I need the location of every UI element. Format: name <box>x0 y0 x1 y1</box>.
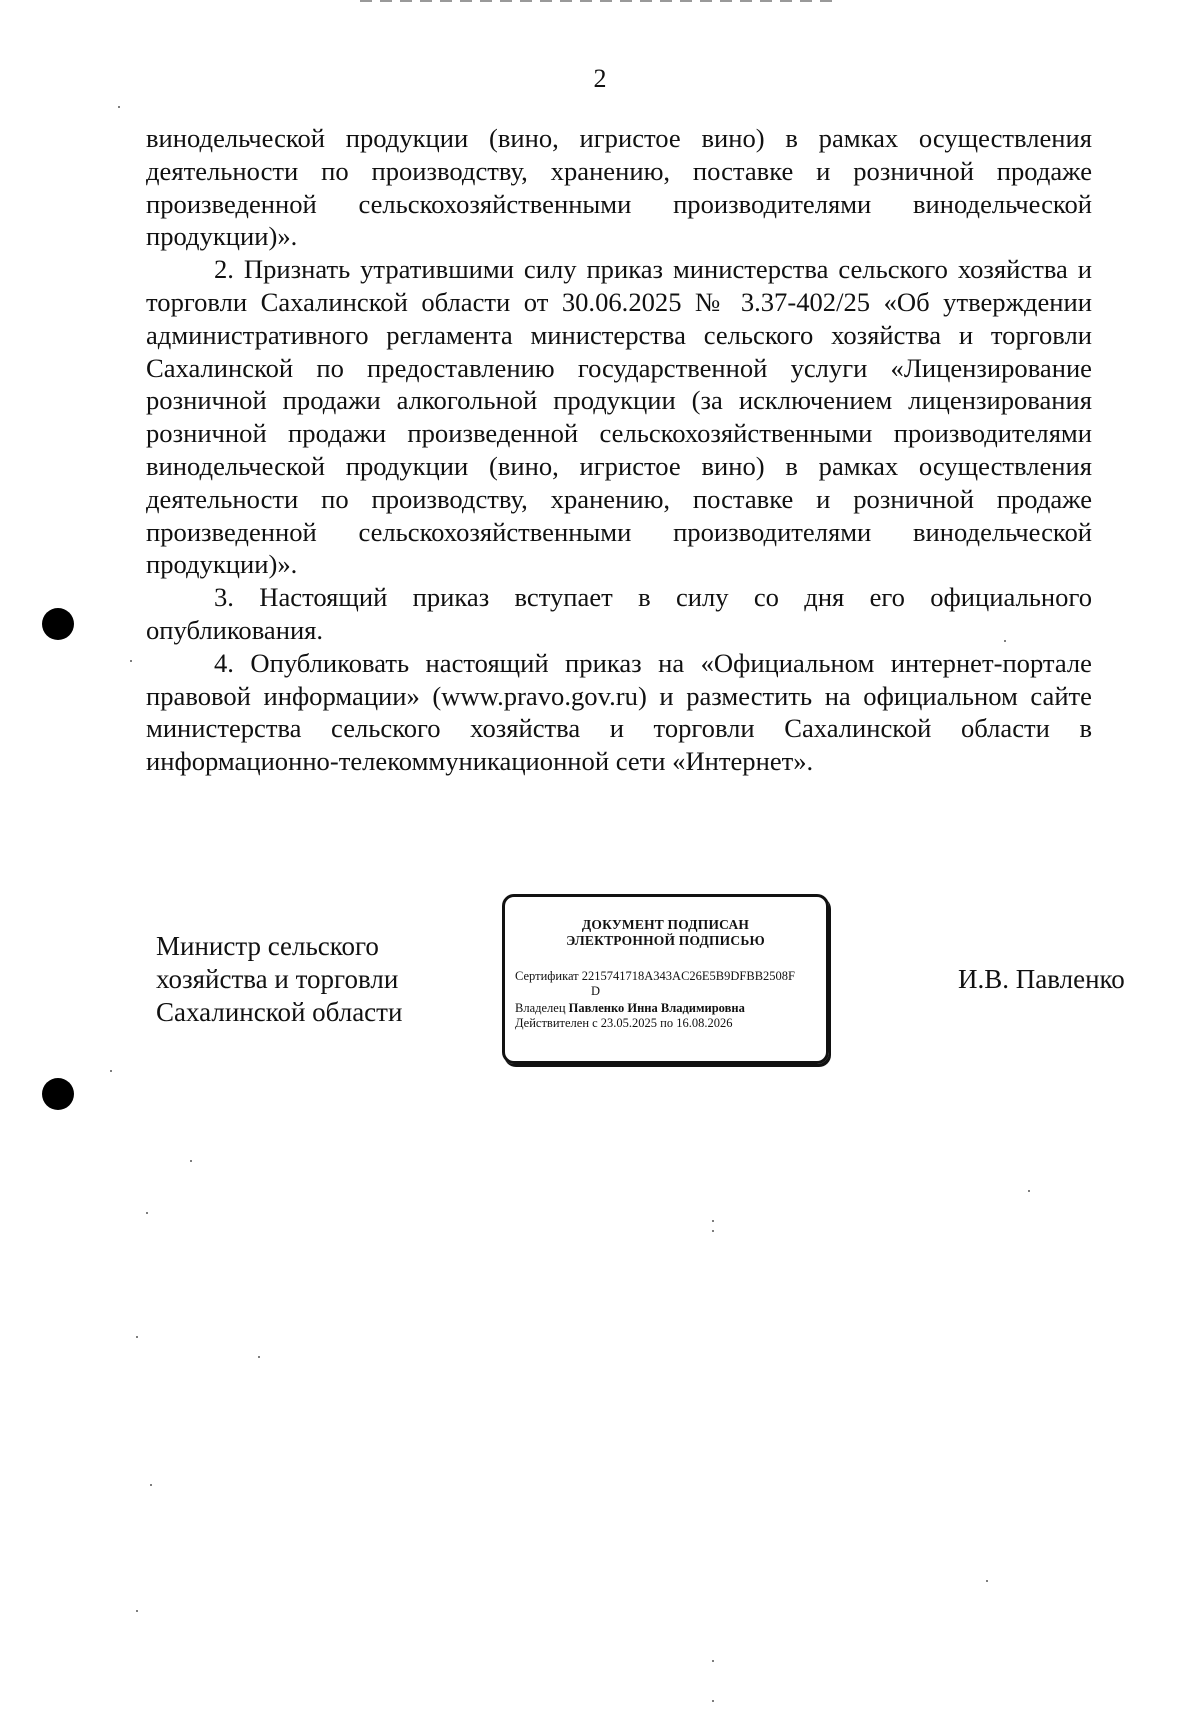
scan-edge-artifact <box>360 0 840 2</box>
hole-punch-mark <box>42 1078 74 1110</box>
scan-speck <box>1004 640 1006 642</box>
scan-speck <box>118 106 120 108</box>
stamp-title-line: ДОКУМЕНТ ПОДПИСАН <box>581 917 750 932</box>
stamp-certificate-value: 2215741718A343AC26E5B9DFBB2508F <box>581 969 795 983</box>
scan-speck <box>712 1700 714 1702</box>
stamp-certificate-label: Сертификат <box>515 969 579 983</box>
scan-speck <box>712 1660 714 1662</box>
paragraph-item-2: 2. Признать утратившими силу приказ министерства сельского хозяйства и торговли Сахалинской области от 30.06.2025 № 3.37-402/25 «Об утверждении административного регламента министерства сельского хозяйства и торговли Сахалинской по предоставлению государственной услуги «Лицензирование розничной продажи алкогольной продукции (за исключением лицензирования розничной продажи произведенной сельскохозяйственными производителями винодельческой продукции (вино, игристое вино) в рамках осуществления деятельности по производству, хранению, поставке и розничной продаже произведенной сельскохозяйственными производителями винодельческой продукции)». <box>146 254 1092 580</box>
scan-speck <box>1028 1190 1030 1192</box>
signer-title-line: Сахалинской области <box>156 997 403 1027</box>
stamp-owner-value: Павленко Инна Владимировна <box>568 1001 745 1015</box>
stamp-validity: Действителен с 23.05.2025 по 16.08.2026 <box>515 1016 733 1030</box>
scan-speck <box>190 1160 192 1162</box>
paragraph-item-3: 3. Настоящий приказ вступает в силу со дня его официального опубликования. <box>146 582 1092 645</box>
paragraph-item-4: 4. Опубликовать настоящий приказ на «Официальном интернет-портале правовой информации» (www.pravo.gov.ru) и разместить на официальном сайте министерства сельского хозяйства и торговли Сахалинской области в информационно-телекоммуникационной сети «Интернет». <box>146 647 1092 777</box>
scan-speck <box>136 1610 138 1612</box>
scan-speck <box>130 660 132 662</box>
electronic-signature-stamp <box>502 894 829 1064</box>
stamp-title <box>505 917 826 949</box>
scan-speck <box>258 1356 260 1358</box>
stamp-certificate-tail: D <box>591 984 601 998</box>
signer-name: И.В. Павленко <box>958 964 1125 994</box>
scan-speck <box>712 1220 714 1222</box>
hole-punch-mark <box>42 608 74 640</box>
paragraph-continuation: винодельческой продукции (вино, игристое вино) в рамках осуществления деятельности по производству, хранению, поставке и розничной продаже произведенной сельскохозяйственными производителями винодельческой продукции)». <box>146 123 1092 252</box>
scan-speck <box>136 1336 138 1338</box>
stamp-owner <box>515 1001 826 1016</box>
scan-speck <box>150 1484 152 1486</box>
page-number: 2 <box>593 64 607 93</box>
stamp-certificate <box>515 969 826 984</box>
scan-speck <box>110 1070 112 1072</box>
signer-title-line: Министр сельского <box>156 931 379 961</box>
scan-speck <box>986 1580 988 1582</box>
signer-title-line: хозяйства и торговли <box>156 964 399 994</box>
document-body <box>146 122 1092 778</box>
scan-speck <box>712 1230 714 1232</box>
signer-title <box>156 930 456 1029</box>
scan-speck <box>146 1212 148 1214</box>
stamp-owner-label: Владелец <box>515 1001 566 1015</box>
stamp-title-line: ЭЛЕКТРОННОЙ ПОДПИСЬЮ <box>566 933 765 948</box>
